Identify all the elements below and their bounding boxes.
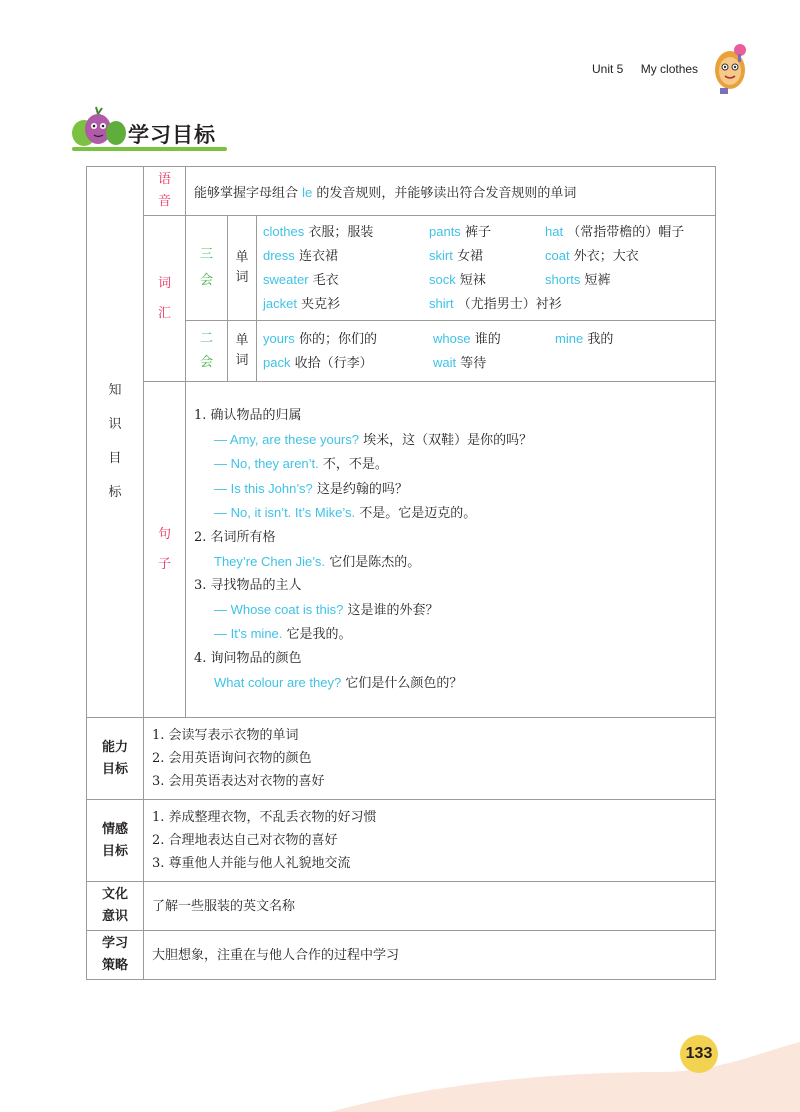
word-item: pants 裤子 xyxy=(429,224,491,240)
vocabulary-label: 词 汇 xyxy=(144,216,186,382)
word-item: hat （常指带檐的）帽子 xyxy=(545,224,685,240)
cartoon-mascot-icon xyxy=(708,40,754,96)
culture-awareness-text: 了解一些服装的英文名称 xyxy=(144,882,716,931)
sanhui-label: 三 会 xyxy=(186,216,228,321)
pronunciation-label: 语 音 xyxy=(144,167,186,216)
word-item: whose 谁的 xyxy=(433,331,501,347)
sanhui-type-label: 单 词 xyxy=(228,216,257,321)
cartoon-fruit-icon xyxy=(72,105,128,149)
decorative-wave xyxy=(0,1012,800,1112)
word-item: sweater 毛衣 xyxy=(263,272,339,288)
list-item: 1. 会读写表示衣物的单词 xyxy=(152,728,299,744)
list-item: 2. 合理地表达自己对衣物的喜好 xyxy=(152,833,338,849)
sanhui-word-list xyxy=(257,216,716,321)
unit-topic: My clothes xyxy=(640,62,699,76)
word-item: shirt （尤指男士）衬衫 xyxy=(429,296,562,312)
word-item: coat 外衣；大衣 xyxy=(545,248,639,264)
sentences-row xyxy=(87,382,716,718)
culture-awareness-label: 文化 意识 xyxy=(87,882,144,931)
word-item: jacket 夹克衫 xyxy=(263,296,341,312)
title-underline xyxy=(72,147,227,151)
erhui-label: 二 会 xyxy=(186,321,228,382)
ability-goal-list xyxy=(144,718,716,800)
learning-strategy-text: 大胆想象，注重在与他人合作的过程中学习 xyxy=(144,931,716,980)
sentences-content: 1. 确认物品的归属 — Amy, are these yours? 埃米，这（双鞋）是你的吗？ — No, they aren’t. 不，不是。 — Is this John’s? 这是约翰的吗？ — No, it isn’t. It’s Mike’s. 不是。它是迈克的。 2. 名词所有格 They’re Chen Jie’s. 它们是陈杰的。 3. 寻找物品的主人 — Whose coat is this? 这是谁的外套？ — It’s mine. 它是我的。 4. 询问物品的颜色 What colour are they? 它们是什么颜色的？ xyxy=(186,382,716,718)
vocabulary-row-sanhui xyxy=(87,216,716,321)
sentences-label: 句 子 xyxy=(144,382,186,718)
emotion-goal-label: 情感 目标 xyxy=(87,800,144,882)
word-item: sock 短袜 xyxy=(429,272,486,288)
knowledge-goal-label: 知 识 目 标 xyxy=(87,167,144,718)
list-item: 3. 会用英语表达对衣物的喜好 xyxy=(152,774,325,790)
unit-label: Unit 5 xyxy=(592,62,624,76)
emotion-goal-list xyxy=(144,800,716,882)
pronunciation-row xyxy=(87,167,716,216)
learning-strategy-label: 学习 策略 xyxy=(87,931,144,980)
word-item: pack 收拾（行李） xyxy=(263,355,373,371)
erhui-type-label: 单 词 xyxy=(228,321,257,382)
word-item: dress 连衣裙 xyxy=(263,248,338,264)
word-item: clothes 衣服；服装 xyxy=(263,224,374,240)
culture-row xyxy=(87,882,716,931)
list-item: 2. 会用英语询问衣物的颜色 xyxy=(152,751,312,767)
list-item: 1. 养成整理衣物，不乱丢衣物的好习惯 xyxy=(152,810,377,826)
ability-goal-label: 能力 目标 xyxy=(87,718,144,800)
running-header xyxy=(592,62,698,76)
word-item: wait 等待 xyxy=(433,355,487,371)
erhui-word-list xyxy=(257,321,716,382)
word-item: yours 你的；你们的 xyxy=(263,331,377,347)
word-item: shorts 短裤 xyxy=(545,272,611,288)
strategy-row xyxy=(87,931,716,980)
word-item: skirt 女裙 xyxy=(429,248,483,264)
page-number: 133 xyxy=(680,1035,718,1073)
pronunciation-content: 能够掌握字母组合 le 的发音规则，并能够读出符合发音规则的单词 xyxy=(186,167,716,216)
list-item: 3. 尊重他人并能与他人礼貌地交流 xyxy=(152,856,351,872)
word-item: mine 我的 xyxy=(555,331,614,347)
section-title-block xyxy=(72,105,232,153)
learning-goals-table xyxy=(86,166,716,980)
emotion-row xyxy=(87,800,716,882)
section-title: 学习目标 xyxy=(128,123,216,147)
ability-row xyxy=(87,718,716,800)
